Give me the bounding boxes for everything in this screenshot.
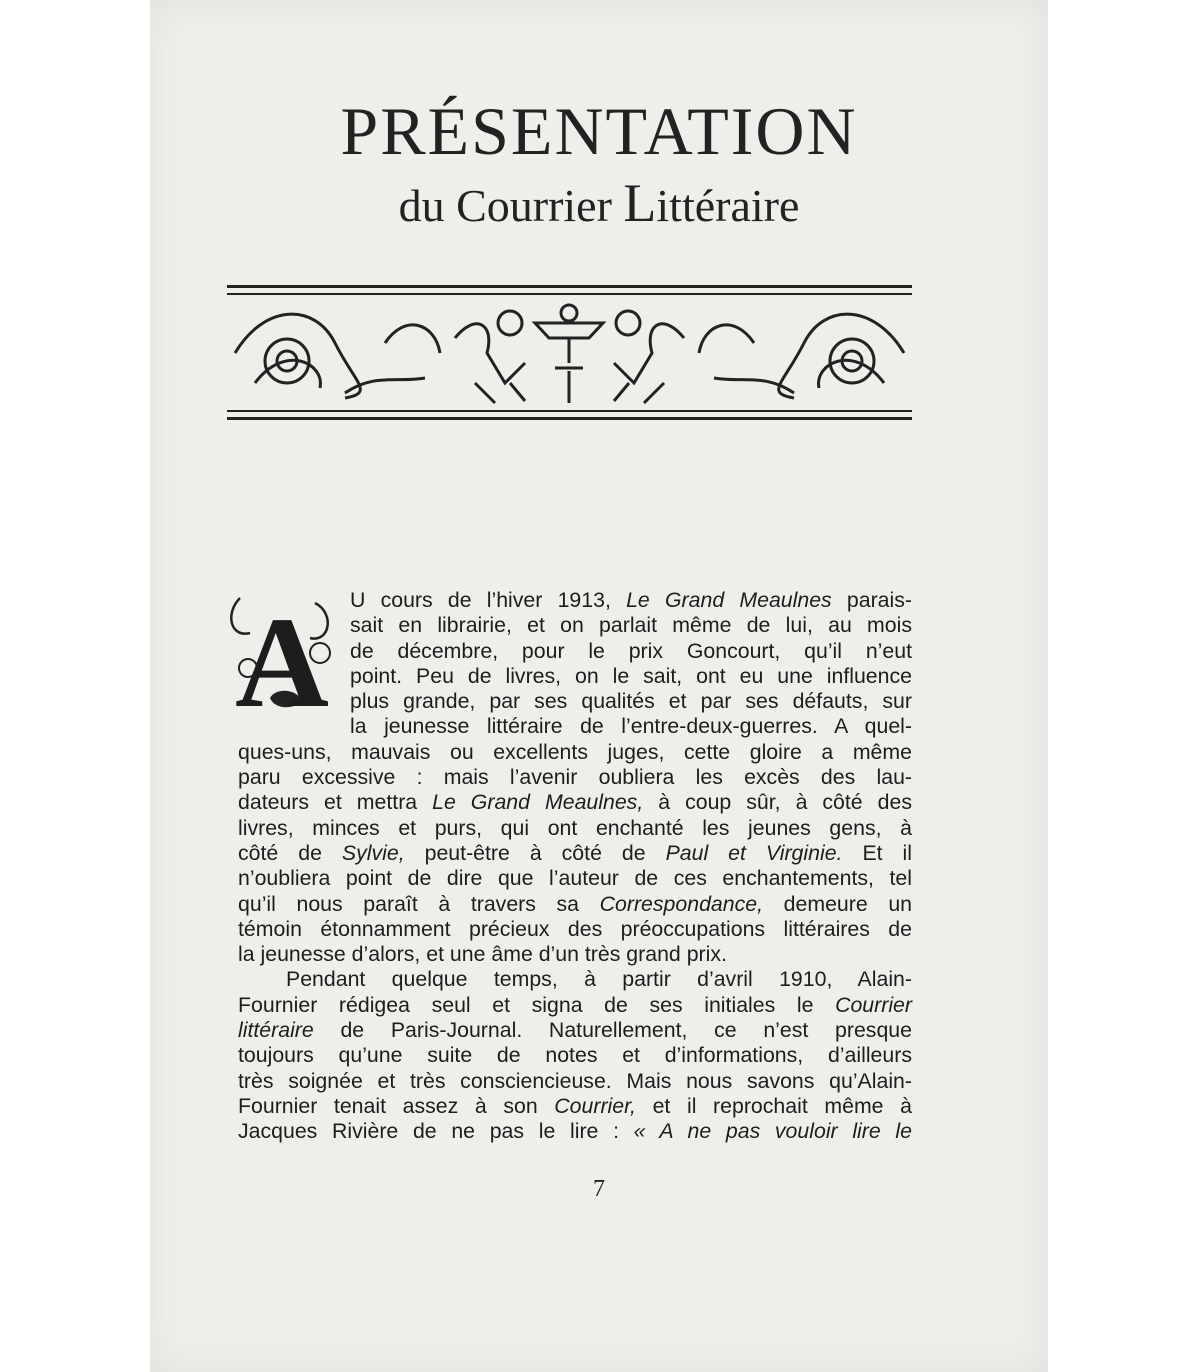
text-line — [238, 639, 912, 664]
text-run: n’oubliera point de dire que l’auteur de ces enchantements, tel — [238, 866, 912, 891]
text-run: Fournier rédigea seul et signa de ses initiales le — [238, 992, 836, 1017]
italic-text: Courrier, — [554, 1093, 636, 1118]
italic-text: Courrier — [835, 992, 912, 1017]
text-run: Jacques Rivière de ne pas le lire : — [238, 1119, 634, 1144]
text-run: de Paris-Journal. Naturellement, ce n’est presque — [313, 1018, 912, 1043]
text-run: parais- — [831, 588, 913, 612]
body-text — [238, 588, 912, 1145]
italic-text: littéraire — [238, 1018, 314, 1043]
text-run: côté de — [238, 840, 342, 865]
italic-text: « A ne pas vouloir lire le — [633, 1119, 912, 1144]
text-run: Pendant quelque temps, à partir d’avril 1910, Alain- — [286, 967, 912, 992]
text-line — [238, 1094, 912, 1119]
text-line — [238, 689, 912, 714]
decorative-frieze — [225, 283, 914, 426]
text-run: dateurs et mettra — [238, 790, 433, 815]
italic-text: Paul et Virginie. — [665, 840, 843, 865]
text-line — [238, 1069, 912, 1094]
text-line — [238, 790, 912, 815]
text-line — [238, 841, 912, 866]
subtitle-part: du Courrier — [398, 180, 624, 231]
text-line — [238, 866, 912, 891]
text-line — [238, 942, 912, 967]
text-line — [238, 714, 912, 739]
text-run: la jeunesse littéraire de l’entre-deux-guerres. A quel- — [350, 714, 912, 739]
text-line — [238, 613, 912, 638]
text-run: point. Peu de livres, on le sait, ont eu une influence — [350, 663, 912, 688]
page-title: PRÉSENTATION — [340, 93, 858, 169]
text-run: de décembre, pour le prix Goncourt, qu’il n’eut — [350, 638, 912, 663]
text-run: la jeunesse d’alors, et une âme d’un très grand prix. — [238, 942, 727, 967]
text-run: témoin étonnamment précieux des préoccupations littéraires de — [238, 916, 912, 941]
text-run: Fournier tenait assez à son — [238, 1093, 555, 1118]
italic-text: Correspondance, — [599, 891, 764, 916]
text-run: ques-uns, mauvais ou excellents juges, cette gloire a même — [238, 739, 912, 764]
text-run: plus grande, par ses qualités et par ses défauts, sur — [350, 689, 912, 714]
text-run: U cours de l’hiver 1913, — [350, 588, 627, 612]
text-line — [238, 765, 912, 790]
italic-text: Sylvie, — [341, 840, 405, 865]
dropcap-letter: A — [235, 591, 329, 718]
text-run: toujours qu’une suite de notes et d’informations, d’ailleurs — [238, 1043, 912, 1068]
text-line — [238, 892, 912, 917]
text-line — [238, 967, 912, 992]
text-line — [238, 740, 912, 765]
subtitle-initial: L — [623, 173, 657, 233]
text-run: livres, minces et purs, qui ont enchanté les jeunes gens, à — [238, 815, 912, 840]
text-run: paru excessive : mais l’avenir oubliera les excès des lau- — [238, 765, 912, 790]
text-line — [238, 1119, 912, 1144]
text-run: très soignée et très consciencieuse. Mais nous savons qu’Alain- — [238, 1068, 912, 1093]
text-run: demeure un — [763, 891, 913, 916]
book-page — [150, 0, 1048, 1372]
text-line — [238, 993, 912, 1018]
text-run: Et il — [842, 840, 913, 865]
text-run: à coup sûr, à côté des — [643, 790, 912, 815]
text-line — [238, 917, 912, 942]
page-subtitle — [150, 172, 1048, 234]
text-run: peut-être à côté de — [404, 840, 666, 865]
text-line — [238, 816, 912, 841]
italic-text: Le Grand Meaulnes, — [432, 790, 644, 815]
subtitle-part: ittéraire — [656, 180, 800, 231]
text-line — [238, 588, 912, 613]
text-run: et il reprochait même à — [635, 1093, 912, 1118]
text-line — [238, 1018, 912, 1043]
text-run: sait en librairie, et on parlait même de lui, au mois — [350, 613, 912, 638]
page-number: 7 — [593, 1176, 605, 1202]
text-line — [238, 664, 912, 689]
italic-text: Le Grand Meaulnes — [626, 588, 832, 612]
text-line — [238, 1043, 912, 1068]
text-run: qu’il nous paraît à travers sa — [238, 891, 600, 916]
